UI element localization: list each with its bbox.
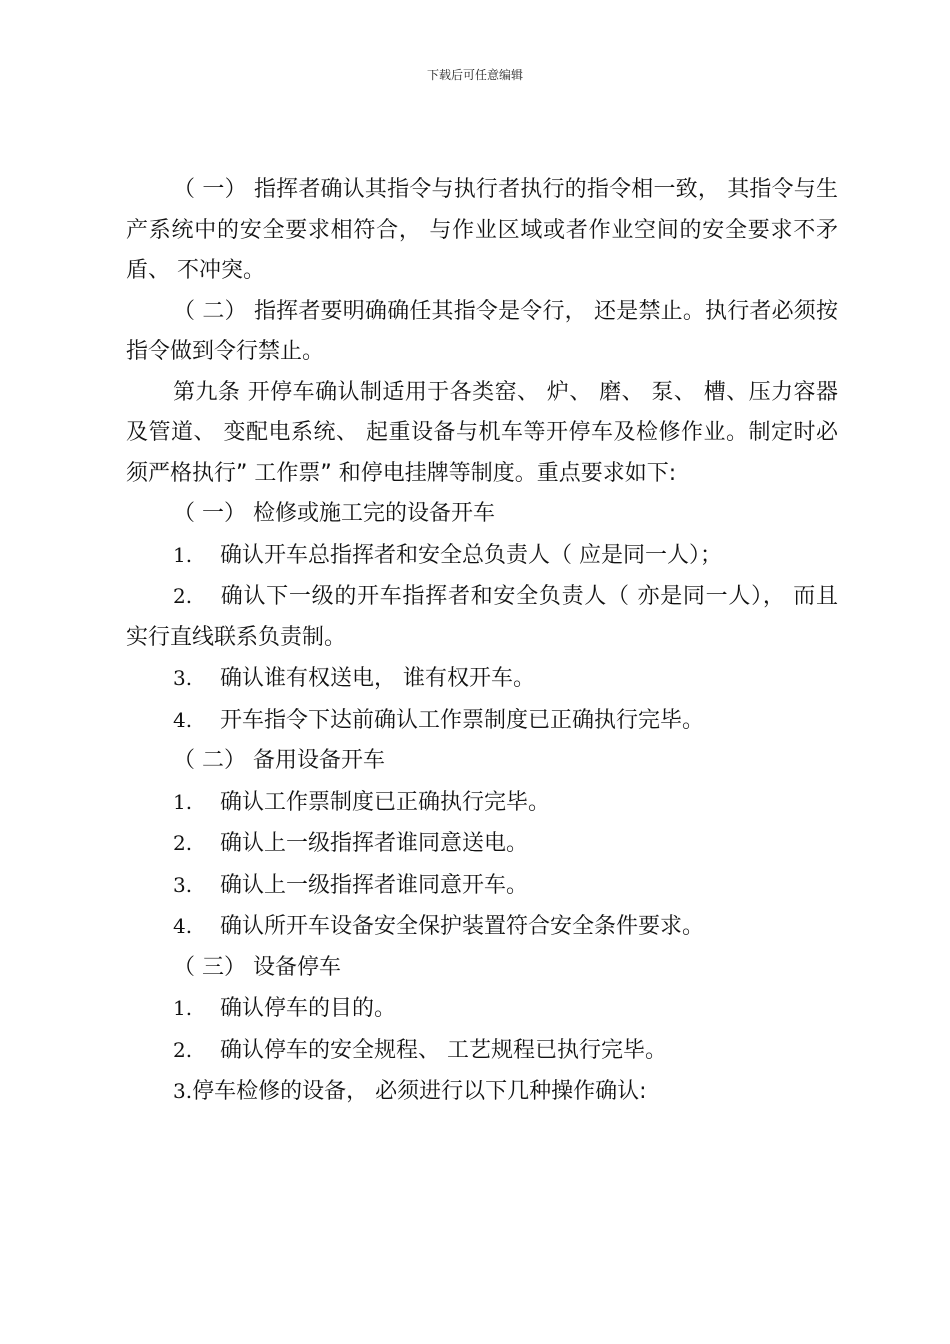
- list-item: [126, 906, 838, 948]
- list-number: 2.: [173, 1037, 193, 1062]
- list-text: 确认上一级指挥者谁同意送电。: [220, 831, 529, 856]
- list-item: [126, 1071, 838, 1113]
- list-number: 1.: [173, 789, 193, 814]
- document-body: [126, 170, 838, 1113]
- list-number: 4.: [173, 707, 193, 732]
- list-number: 3.: [173, 1079, 193, 1103]
- list-number: 2.: [173, 584, 193, 608]
- list-number: 3.: [173, 666, 193, 690]
- list-number: 1.: [173, 996, 193, 1020]
- list-number: 4.: [173, 914, 193, 938]
- list-text: 确认所开车设备安全保护装置符合安全条件要求。: [220, 914, 705, 939]
- list-text: 确认工作票制度已正确执行完毕。: [220, 789, 551, 815]
- section-2-heading: （ 二） 备用设备开车: [173, 748, 385, 773]
- list-text: 确认下一级的开车指挥者和安全负责人（ 亦是同一人）， 而且实行直线联系负责制。: [126, 584, 838, 650]
- section-1-heading: （ 一） 检修或施工完的设备开车: [173, 501, 495, 526]
- list-item: [126, 700, 838, 742]
- list-item: [126, 576, 838, 658]
- list-number: 3.: [173, 872, 193, 897]
- paragraph-1: （ 一） 指挥者确认其指令与执行者执行的指令相一致， 其指令与生产系统中的安全要求相符合， 与作业区域或者作业空间的安全要求不矛盾、 不冲突。: [126, 177, 838, 283]
- list-text: 确认停车的目的。: [220, 996, 397, 1021]
- list-item: [126, 1030, 838, 1072]
- section-3-heading: （ 三） 设备停车: [173, 954, 341, 980]
- list-number: 1.: [173, 542, 193, 567]
- list-item: [126, 782, 838, 824]
- list-text: 停车检修的设备， 必须进行以下几种操作确认:: [192, 1079, 647, 1104]
- list-item: [126, 535, 838, 577]
- list-item: [126, 823, 838, 865]
- list-text: 确认停车的安全规程、 工艺规程已执行完毕。: [220, 1037, 667, 1063]
- list-item: [126, 865, 838, 907]
- list-text: 确认谁有权送电， 谁有权开车。: [220, 666, 535, 691]
- article-9-paragraph: 第九条 开停车确认制适用于各类窑、 炉、 磨、 泵、 槽、压力容器及管道、 变配电系统、 起重设备与机车等开停车及检修作业。制定时必须严格执行” 工作票” 和停电挂牌等制度。重点要求如下:: [126, 379, 838, 486]
- paragraph-2: （ 二） 指挥者要明确确任其指令是令行， 还是禁止。执行者必须按指令做到令行禁止。: [126, 298, 838, 364]
- page-header: 下载后可任意编辑: [426, 68, 523, 82]
- list-item: [126, 658, 838, 700]
- list-text: 确认开车总指挥者和安全总负责人（ 应是同一人）；: [220, 542, 722, 568]
- list-text: 开车指令下达前确认工作票制度已正确执行完毕。: [220, 707, 705, 733]
- list-text: 确认上一级指挥者谁同意开车。: [220, 872, 529, 898]
- list-item: [126, 988, 838, 1030]
- list-number: 2.: [173, 831, 193, 855]
